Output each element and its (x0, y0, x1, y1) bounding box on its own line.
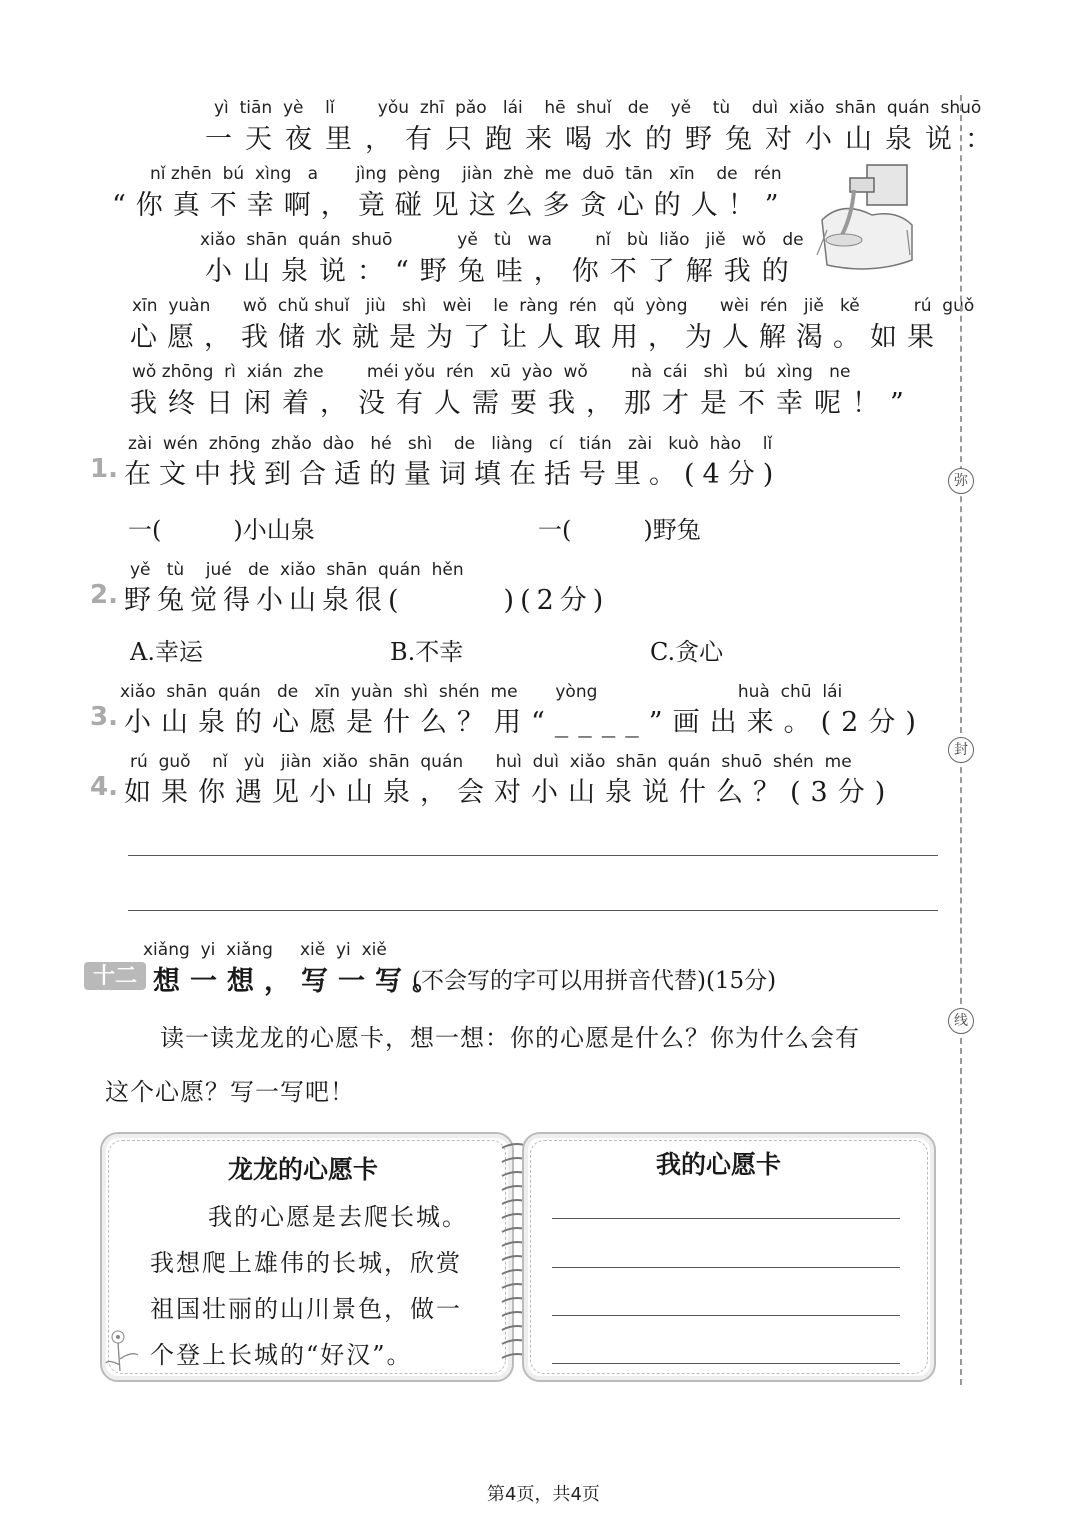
passage-line1-pinyin: yì tiān yè lǐ yǒu zhī pǎo lái hē shuǐ de yě tù duì xiǎo shān quán shuō (214, 98, 982, 118)
longlong-card-line4: 个登上长城的“好汉”。 (150, 1341, 413, 1369)
spring-illustration (812, 160, 916, 276)
q2-option-a[interactable]: A.幸运 (130, 638, 203, 666)
q4-number: 4. (90, 772, 118, 802)
seal-feng: 封 (948, 737, 974, 763)
section12-title: 想一想，写一写。 (153, 966, 449, 997)
q4-text: 如果你遇见小山泉，会对小山泉说什么？(3分) (124, 777, 896, 808)
passage-line1-text: 一天夜里，有只跑来喝水的野兔对小山泉说： (205, 124, 1005, 155)
passage-line4-text: 心愿，我储水就是为了让人取用，为人解渴。如果 (130, 322, 944, 353)
q1-blank-right[interactable]: 一( )野兔 (538, 516, 701, 544)
section12-pinyin: xiǎng yi xiǎng xiě yi xiě (143, 940, 387, 960)
flower-decoration-left-icon (104, 1325, 148, 1375)
q3-number: 3. (90, 702, 118, 732)
passage-line4-pinyin: xīn yuàn wǒ chǔ shuǐ jiù shì wèi le ràng rén qǔ yòng wèi rén jiě kě rú guǒ (132, 296, 975, 316)
q3-pinyin: xiǎo shān quán de xīn yuàn shì shén me yòng huà chū lái (120, 682, 843, 702)
my-card-line-4[interactable] (552, 1363, 900, 1364)
q2-option-c[interactable]: C.贪心 (650, 638, 724, 666)
my-card-title: 我的心愿卡 (656, 1150, 782, 1179)
my-card-line-2[interactable] (552, 1267, 900, 1268)
section12-badge: 十二 (84, 962, 146, 990)
q3-text: 小山泉的心愿是什么？用“____”画出来。(2分) (124, 707, 926, 738)
q2-pinyin: yě tù jué de xiǎo shān quán hěn (130, 560, 464, 580)
passage-line2-pinyin: nǐ zhēn bú xìng a jìng pèng jiàn zhè me duō tān xīn de rén (150, 164, 782, 184)
q2-number: 2. (90, 580, 118, 610)
longlong-card-line3: 祖国壮丽的山川景色，做一 (150, 1295, 462, 1323)
longlong-card-line2: 我想爬上雄伟的长城，欣赏 (150, 1249, 462, 1277)
q1-pinyin: zài wén zhōng zhǎo dào hé shì de liàng cí tián zài kuò hào lǐ (128, 434, 773, 454)
longlong-card-line1: 我的心愿是去爬长城。 (208, 1203, 468, 1231)
q4-answer-line-2[interactable] (128, 910, 938, 911)
passage-line3-pinyin: xiǎo shān quán shuō yě tù wa nǐ bù liǎo jiě wǒ de (200, 230, 804, 250)
q1-number: 1. (90, 454, 118, 484)
seal-mi: 弥 (948, 468, 974, 494)
my-card-line-3[interactable] (552, 1315, 900, 1316)
q2-text: 野兔觉得小山泉很( )(2分) (124, 585, 610, 616)
my-card-line-1[interactable] (552, 1218, 900, 1219)
q1-text: 在文中找到合适的量词填在括号里。(4分) (124, 459, 782, 490)
q4-pinyin: rú guǒ nǐ yù jiàn xiǎo shān quán huì duì xiǎo shān quán shuō shén me (130, 752, 852, 772)
section12-prompt-line1: 读一读龙龙的心愿卡，想一想：你的心愿是什么？你为什么会有 (160, 1024, 860, 1052)
page-footer: 第4页，共4页 (487, 1484, 600, 1505)
q1-blank-left[interactable]: 一( )小山泉 (128, 516, 315, 544)
q2-option-b[interactable]: B.不幸 (390, 638, 464, 666)
q4-answer-line-1[interactable] (128, 855, 938, 856)
section12-prompt-line2: 这个心愿？写一写吧！ (105, 1078, 355, 1106)
section12-note: (不会写的字可以用拼音代替)(15分) (412, 968, 777, 994)
longlong-card-title: 龙龙的心愿卡 (228, 1155, 379, 1184)
passage-line3-text: 小山泉说：“野兔哇，你不了解我的 (205, 256, 800, 287)
passage-line2-text: “你真不幸啊，竟碰见这么多贪心的人！” (112, 190, 789, 221)
passage-line5-text: 我终日闲着，没有人需要我，那才是不幸呢！” (130, 388, 915, 419)
seal-xian: 线 (948, 1008, 974, 1034)
passage-line5-pinyin: wǒ zhōng rì xián zhe méi yǒu rén xū yào wǒ nà cái shì bú xìng ne (132, 362, 851, 382)
